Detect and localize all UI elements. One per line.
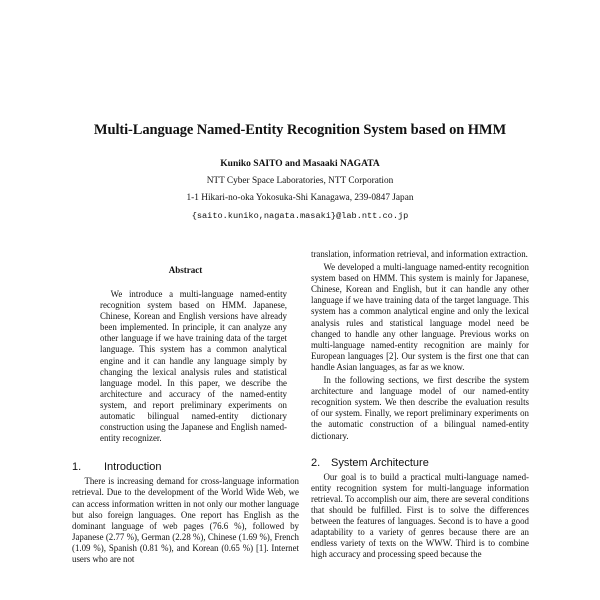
paper-authors: Kuniko SAITO and Masaaki NAGATA xyxy=(220,159,380,169)
section-1-text: There is increasing demand for cross-language information retrieval. Due to the development of the World Wide Web, we can access information written in not only our mother language but also foreign languages. One report has English as the dominant language of web pages (76.6 %), followed by Japanese (2.77 %), German (2.28 %), Chinese (1.69 %), French (1.09 %), Spanish (0.81 %), and Korean (0.65 %) [1]. Internet users who are not xyxy=(72,476,299,564)
section-2-number: 2. xyxy=(311,456,321,469)
paper-affiliation: NTT Cyber Space Laboratories, NTT Corporation xyxy=(206,176,394,186)
section-2-text: Our goal is to build a practical multi-language named-entity recognition system for multi-language information retrieval. To accomplish our aim, there are several conditions that should be fulfilled. First is to solve the differences between the features of languages. Second is to have a good adaptability to a variety of genres because there are an endless variety of texts on the WWW. Third is to combine high accuracy and processing speed because the xyxy=(311,471,529,560)
section-1-heading xyxy=(72,461,299,473)
section-2-title: System Architecture xyxy=(331,456,429,469)
section-1-title: Introduction xyxy=(104,461,162,474)
left-column xyxy=(72,255,299,565)
section-1-number: 1. xyxy=(72,461,82,474)
abstract-text: We introduce a multi-language named-entity recognition system based on HMM. Japanese, Chinese, Korean and English versions have already been implemented. In principle, it can analyze any other language if we have training data of the target language. This system has a common analytical engine and it can handle any language simply by changing the lexical analysis rules and statistical language model. In this paper, we describe the architecture and accuracy of the named-entity system, and report preliminary experiments on automatic bilingual named-entity dictionary construction using the Japanese and English named-entity recognizer. xyxy=(100,289,287,444)
introduction-paragraph-2: We developed a multi-language named-entity recognition system based on HMM. This system is mainly for Japanese, Chinese, Korean and English, but it can handle any other language if we have training data of the target language. This system has a common analytical engine and only the lexical analysis rules and statistical language model need be changed to handle any other language. Previous works on multi-language named-entity recognition are mainly for European languages [2]. Our system is the first one that can handle Asian languages, as far as we know. xyxy=(311,262,529,372)
abstract-heading: Abstract xyxy=(168,265,203,275)
paper-email: {saito.kuniko,nagata.masaki}@lab.ntt.co.jp xyxy=(191,211,409,221)
right-column xyxy=(311,249,529,560)
introduction-continuation: translation, information retrieval, and information extraction. xyxy=(311,249,528,259)
paper-address: 1-1 Hikari-no-oka Yokosuka-Shi Kanagawa, 239-0847 Japan xyxy=(186,193,414,203)
section-2-heading xyxy=(311,457,529,469)
introduction-paragraph-3: In the following sections, we first describe the system architecture and language model of our named-entity recognition system. We then describe the evaluation results of our system. Finally, we report preliminary experiments on the automatic construction of a bilingual named-entity dictionary. xyxy=(311,375,529,441)
paper-title: Multi-Language Named-Entity Recognition System based on HMM xyxy=(93,122,507,138)
